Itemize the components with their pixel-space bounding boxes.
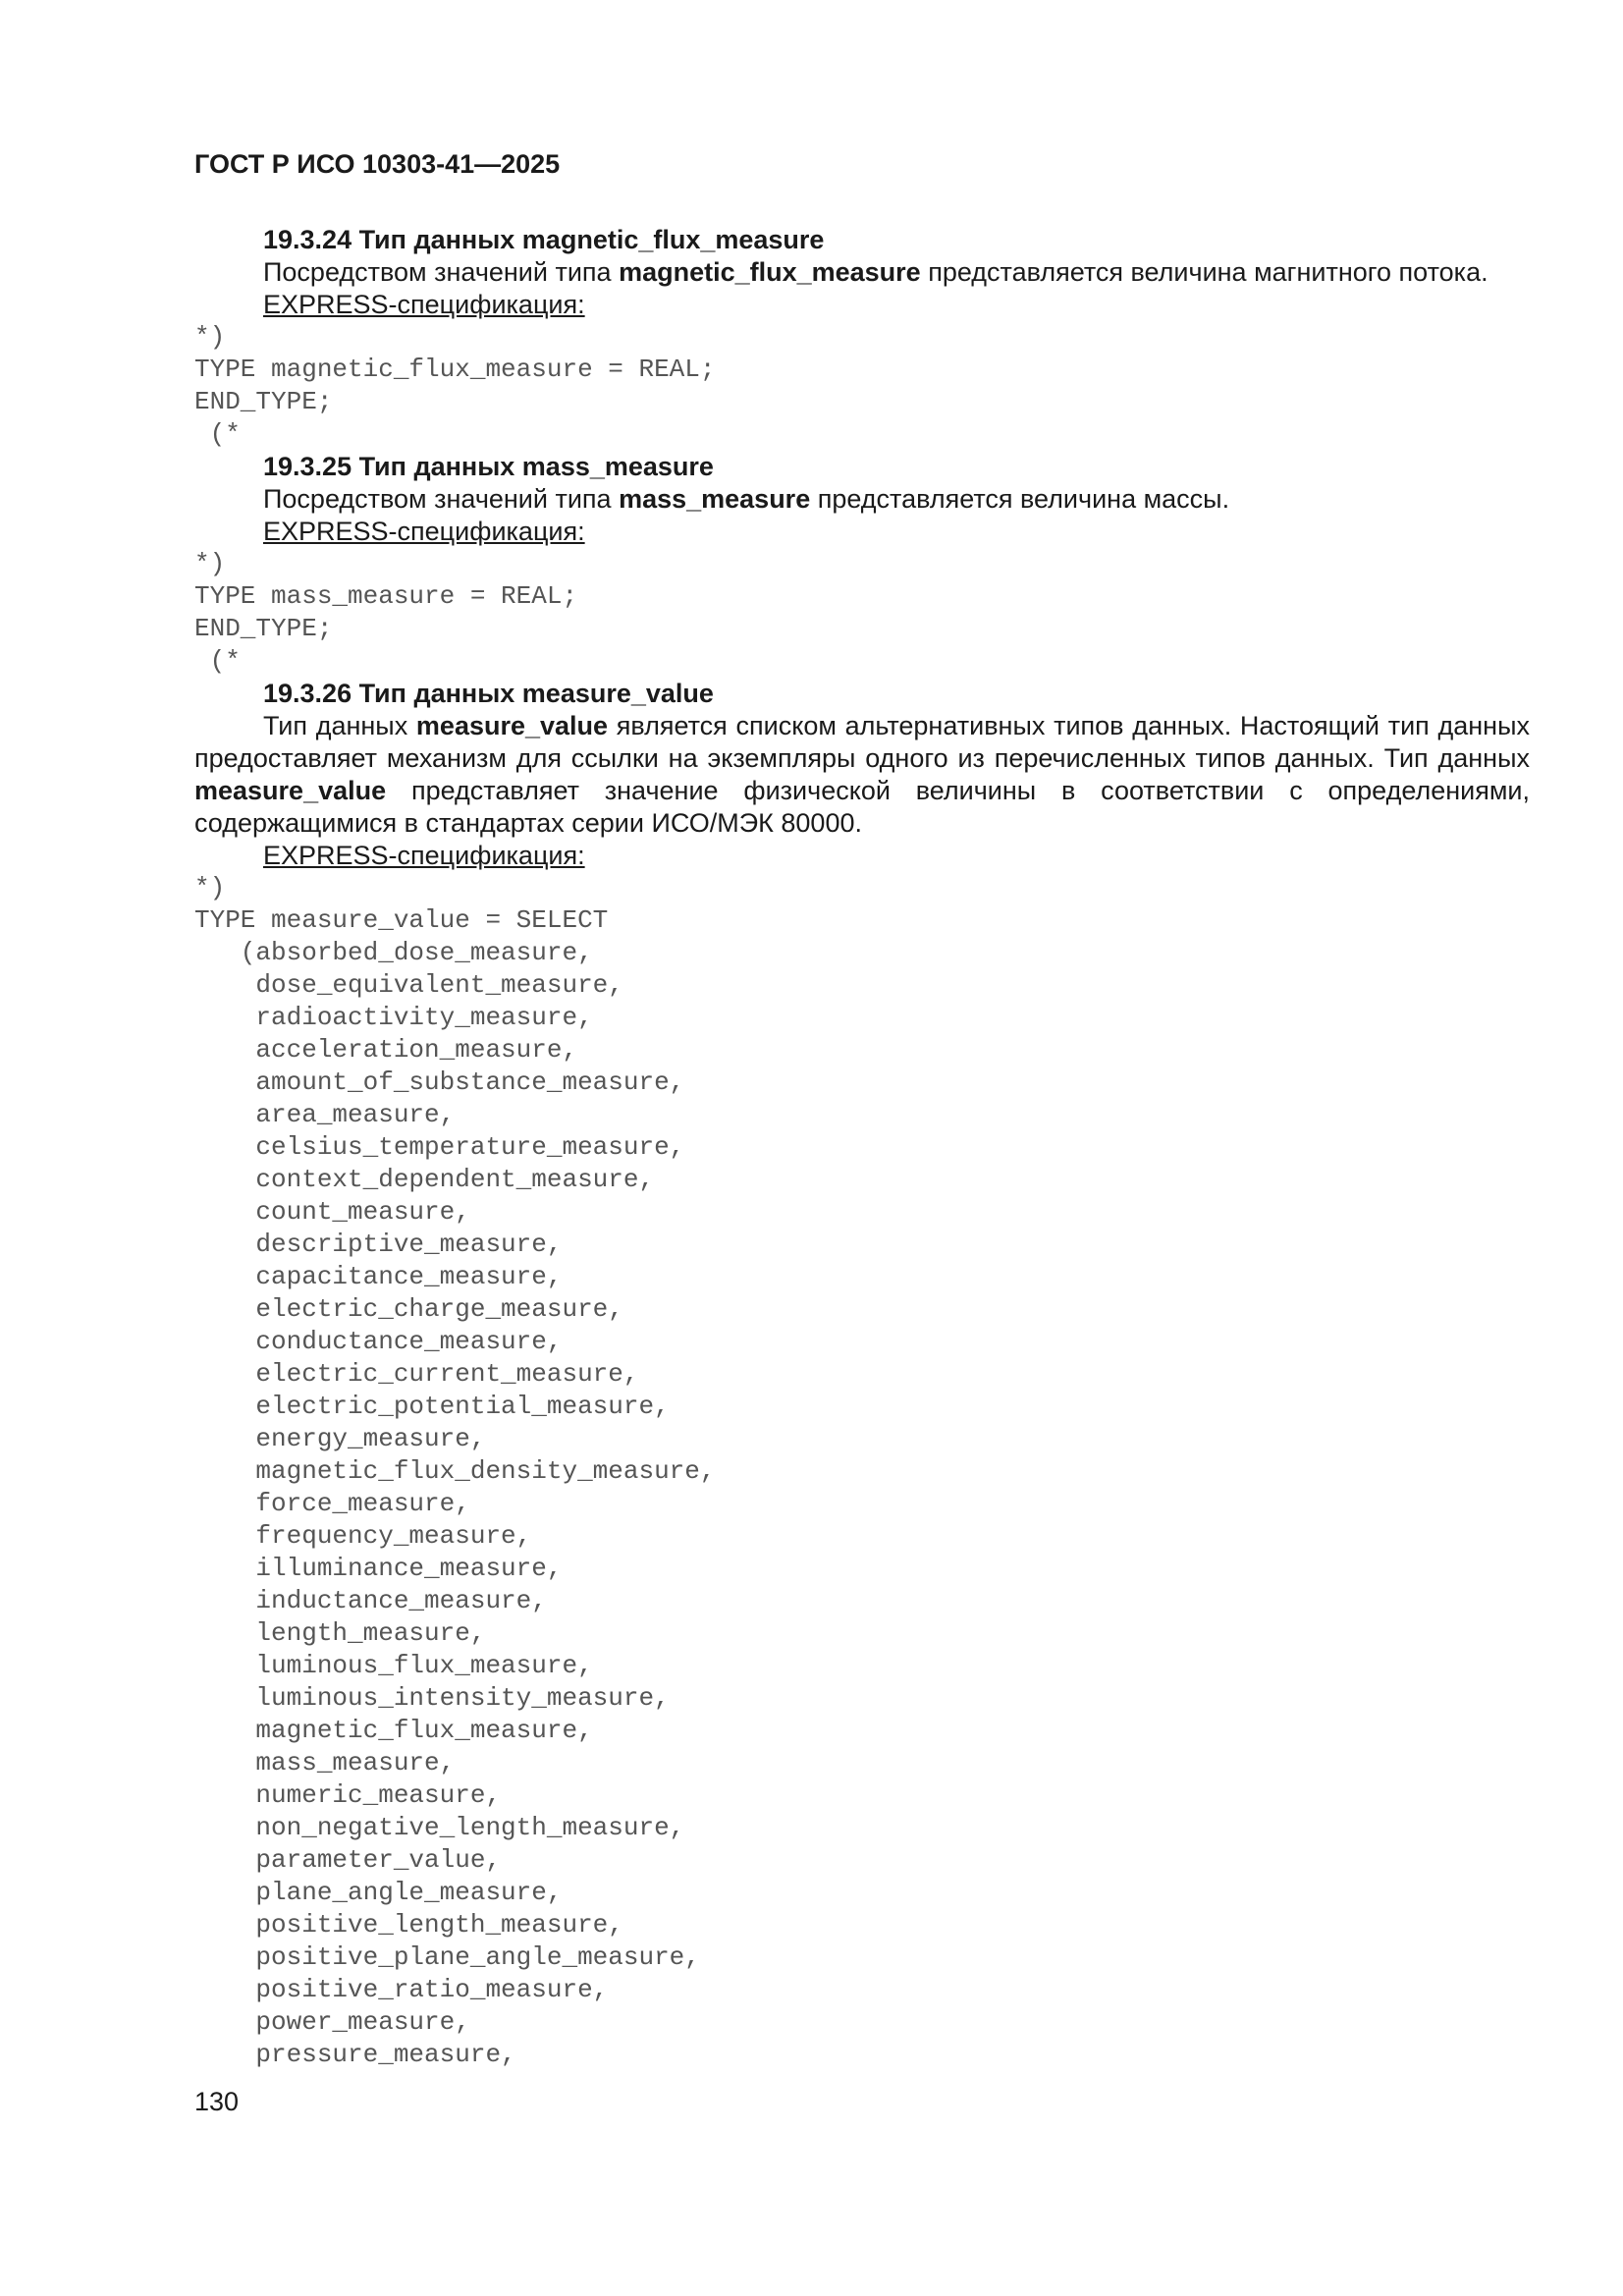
description-text: Посредством значений типа	[263, 484, 620, 514]
description-text: представляет значение физической величины в соответствии с определениями, содержащимися в стандартах серии ИСО/МЭК 80000.	[194, 776, 1530, 838]
express-spec-label: EXPRESS-спецификация:	[263, 517, 585, 546]
section-description	[194, 256, 1530, 289]
type-name: mass_measure	[619, 484, 811, 514]
express-spec-label: EXPRESS-спецификация:	[263, 841, 585, 870]
section-mass-measure	[194, 451, 1530, 678]
express-code-block: *) TYPE magnetic_flux_measure = REAL; END_TYPE; (*	[194, 322, 716, 449]
section-heading: 19.3.26 Тип данных measure_value	[263, 679, 714, 708]
description-text: Тип данных	[263, 711, 416, 740]
express-code-block: *) TYPE measure_value = SELECT (absorbed_dose_measure, dose_equivalent_measure, radioactivity_measure, acceleration_measure, amount_of_substance_measure, area_measure, celsius_temperature_measure, context_dependent_measure, count_measure, descriptive_measure, capacitance_measure, electric_charge_measure, conductance_measure, electric_current_measure, electric_potential_measure, energy_measure, magnetic_flux_density_measure, force_measure, frequency_measure, illuminance_measure, inductance_measure, length_measure, luminous_flux_measure, luminous_intensity_measure, magnetic_flux_measure, mass_measure, numeric_measure, non_negative_length_measure, parameter_value, plane_angle_measure, positive_length_measure, positive_plane_angle_measure, positive_ratio_measure, power_measure, pressure_measure,	[194, 873, 716, 2069]
document-body	[194, 224, 1530, 2071]
section-heading: 19.3.24 Тип данных magnetic_flux_measure	[263, 225, 825, 254]
section-heading: 19.3.25 Тип данных mass_measure	[263, 452, 714, 481]
type-name: magnetic_flux_measure	[619, 257, 921, 287]
description-text: представляется величина массы.	[810, 484, 1230, 514]
type-name: measure_value	[415, 711, 609, 740]
section-magnetic-flux-measure	[194, 224, 1530, 451]
type-name: measure_value	[194, 776, 387, 805]
description-text: Посредством значений типа	[263, 257, 620, 287]
section-description	[194, 483, 1530, 516]
description-text: представляется величина магнитного потока.	[920, 257, 1488, 287]
page-header: ГОСТ Р ИСО 10303-41—2025	[194, 149, 561, 179]
express-code-block: *) TYPE mass_measure = REAL; END_TYPE; (*	[194, 549, 578, 676]
section-description	[194, 710, 1530, 840]
description-text: является списком альтернативных типов данных. Настоящий тип данных предоставляет механизм для ссылки на экземпляры одного из перечисленных типов данных. Тип данных	[194, 711, 1530, 773]
express-spec-label: EXPRESS-спецификация:	[263, 290, 585, 319]
section-measure-value	[194, 678, 1530, 2071]
page-number: 130	[194, 2087, 240, 2116]
